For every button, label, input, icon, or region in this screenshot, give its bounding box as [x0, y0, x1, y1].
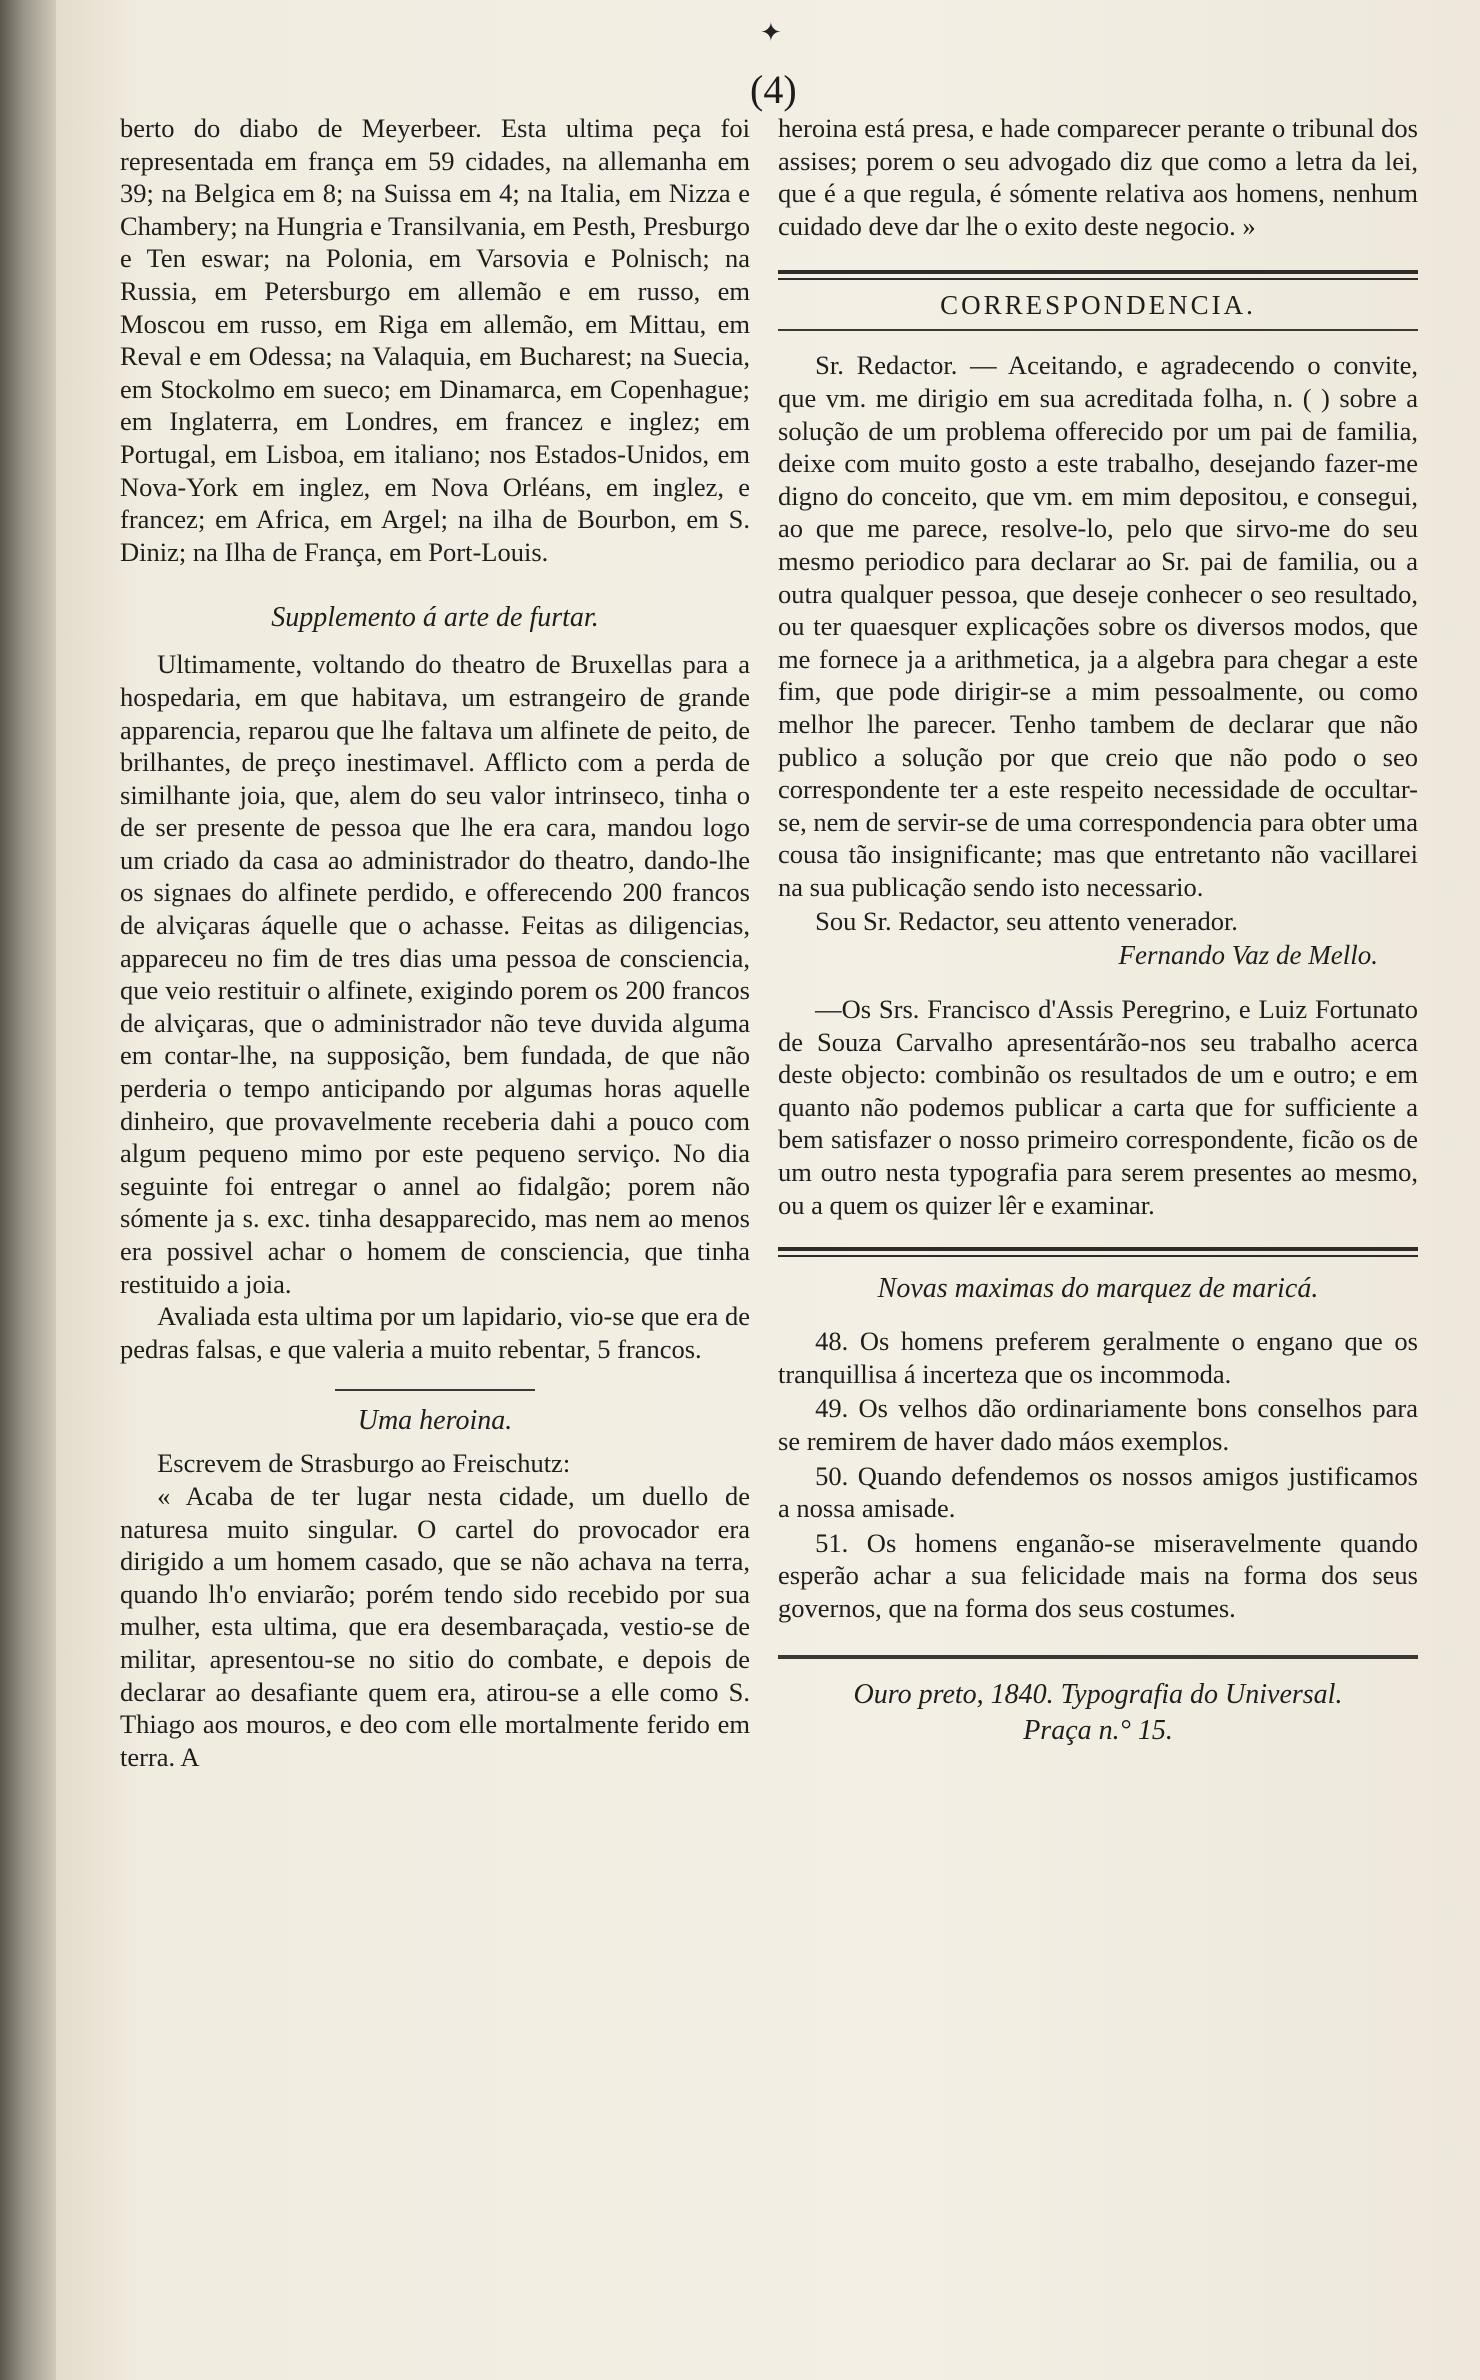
editor-note: —Os Srs. Francisco d'Assis Peregrino, e Luiz Fortunato de Souza Carvalho apresentárão-nos seu trabalho acerca deste objecto: combinão os resultados de um e outro; e em quanto não podemos publicar a carta que for sufficiente a bem satisfazer o nosso primeiro correspondente, ficão os de um outro nesta typografia para serem presentes ao mesmo, ou a quem os quizer lêr e examinar.: [778, 994, 1418, 1220]
maxim-item: 51. Os homens enganão-se miseravelmente quando esperão achar a sua felicidade mais na forma dos seus governos, que na forma dos seus costumes.: [778, 1527, 1418, 1623]
double-rule-2: [778, 1247, 1418, 1257]
imprint-rule: [778, 1655, 1418, 1659]
top-ornament: ✦: [760, 18, 782, 47]
supplement-paragraph: Ultimamente, voltando do theatro de Bruxellas para a hospedaria, em que habitava, um estrangeiro de grande apparencia, reparou que lhe faltava um alfinete de peito, de brilhantes, de preço inestimavel. Afflicto com a perda de similhante joia, que, alem do seu valor intrinseco, tinha o de ser presente de pessoa que lhe era cara, mandou logo um criado da casa ao administrador do theatro, dando-lhe os signaes do alfinete perdido, e offerecendo 200 francos de alviçaras áquelle que o achasse. Feitas as diligencias, appareceu no fim de tres dias uma pessoa de consciencia, que veio restituir o alfinete, exigindo porem os 200 francos de alviçaras, que o administrador não teve duvida alguma em contar-lhe, na supposição, bem fundada, de que não perderia o tempo anticipando por algumas horas aquelle dinheiro, que provavelmente receberia dahi a pouco com algum pequeno mimo por este pequeno serviço. No dia seguinte foi entregar o annel ao fidalgão; porem não sómente ja s. exc. tinha desapparecido, mas nem ao menos era possivel achar o homem de consciencia, que tinha restituido a joia.: [120, 649, 750, 1299]
performance-list-paragraph: berto do diabo de Meyerbeer. Esta ultima peça foi representada em frança em 59 cidades, na allemanha em 39; na Belgica em 8; na Suissa em 4; na Italia, em Nizza e Chambery; na Hungria e Transilvania, em Pesth, Presburgo e Ten eswar; na Polonia, em Varsovia e Polnisch; na Russia, em Petersburgo em allemão e em russo, em Moscou em russo, em Riga em allemão, em Mittau, em Reval e em Odessa; na Valaquia, em Bucharest; na Suecia, em Stockolmo em sueco; em Dinamarca, em Copenhague; em Inglaterra, em Londres, em francez e inglez; em Portugal, em Lisboa, em italiano; nos Estados-Unidos, em Nova-York em inglez, em Nova Orléans, em inglez, e francez; em Africa, em Argel; na ilha de Bourbon, em S. Diniz; na Ilha de França, em Port-Louis.: [120, 113, 750, 567]
page-number: (4): [750, 67, 797, 112]
maxim-item: 50. Quando defendemos os nossos amigos justificamos a nossa amisade.: [778, 1460, 1418, 1524]
correspondence-heading: CORRESPONDENCIA.: [940, 290, 1256, 321]
supplement-heading: Supplemento á arte de furtar.: [271, 602, 599, 634]
correspondence-rule: [778, 329, 1418, 331]
double-rule: [778, 270, 1418, 280]
heroina-heading: Uma heroina.: [357, 1405, 513, 1437]
heroina-continuation: heroina está presa, e hade comparecer perante o tribunal dos assises; porem o seu advogado diz que como a letra da lei, que é a que regula, é sómente relativa aos homens, nenhum cuidado deve dar lhe o exito deste negocio. »: [778, 113, 1418, 241]
supplement-conclusion: Avaliada esta ultima por um lapidario, vio-se que era de pedras falsas, e que valeria a muito rebentar, 5 francos.: [120, 1301, 750, 1364]
right-column: [778, 112, 1418, 1749]
letter-signoff: Sou Sr. Redactor, seu attento venerador.: [815, 906, 1238, 937]
heroina-intro: Escrevem de Strasburgo ao Freischutz:: [157, 1448, 571, 1479]
maxims-heading: Novas maximas do marquez de maricá.: [877, 1273, 1319, 1305]
maxim-item: 48. Os homens preferem geralmente o engano que os tranquillisa á incerteza que os incommoda.: [778, 1326, 1418, 1389]
imprint-line-1: Ouro preto, 1840. Typografia do Universal.: [853, 1678, 1343, 1710]
imprint: [778, 1677, 1418, 1749]
correspondence-letter: Sr. Redactor. — Aceitando, e agradecendo o convite, que vm. me dirigio em sua acreditada folha, n. ( ) sobre a solução de um problema offerecido por um pai de familia, deixe com muito gosto a este trabalho, desejando fazer-me digno do conceito, que vm. em mim depositou, e consegui, ao que me parece, resolve-lo, pelo que sirvo-me do seu mesmo periodico para declarar ao Sr. pai de familia, ou a outra qualquer pessoa, que deseje conhecer o seo resultado, ou ter quaesquer explicações sobre os diversos modos, que me fornece ja a arithmetica, ja a algebra para chegar a este fim, que pode dirigir-se a mim pessoalmente, ou como melhor lhe parecer. Tenho tambem de declarar que não publico a solução por que creio que não podo o seo correspondente ter a este respeito necessidade de occultar-se, nem de servir-se de uma correspondencia para obter uma cousa tão insignificante; mas que entretanto não vacillarei na sua publicação sendo isto necessario.: [778, 350, 1418, 902]
page-spine-shadow: [0, 0, 62, 2380]
heroina-paragraph: « Acaba de ter lugar nesta cidade, um duello de naturesa muito singular. O cartel do provocador era dirigido a um homem casado, que se não achava na terra, quando lh'o enviarão; porém tendo sido recebido por sua mulher, esta ultima, que era desembaraçada, vestio-se de militar, apresentou-se no sitio do combate, e depois de declarar ao desafiante quem era, atirou-se a elle como S. Thiago aos mouros, e deo com elle mortalmente ferido em terra. A: [120, 1480, 750, 1772]
left-column: [120, 112, 750, 1773]
maxim-item: 49. Os velhos dão ordinariamente bons conselhos para se remirem de haver dado máos exemplos.: [778, 1393, 1418, 1456]
section-divider: [335, 1389, 535, 1391]
letter-signature: Fernando Vaz de Mello.: [1118, 940, 1378, 971]
imprint-line-2: Praça n.° 15.: [1023, 1714, 1173, 1746]
